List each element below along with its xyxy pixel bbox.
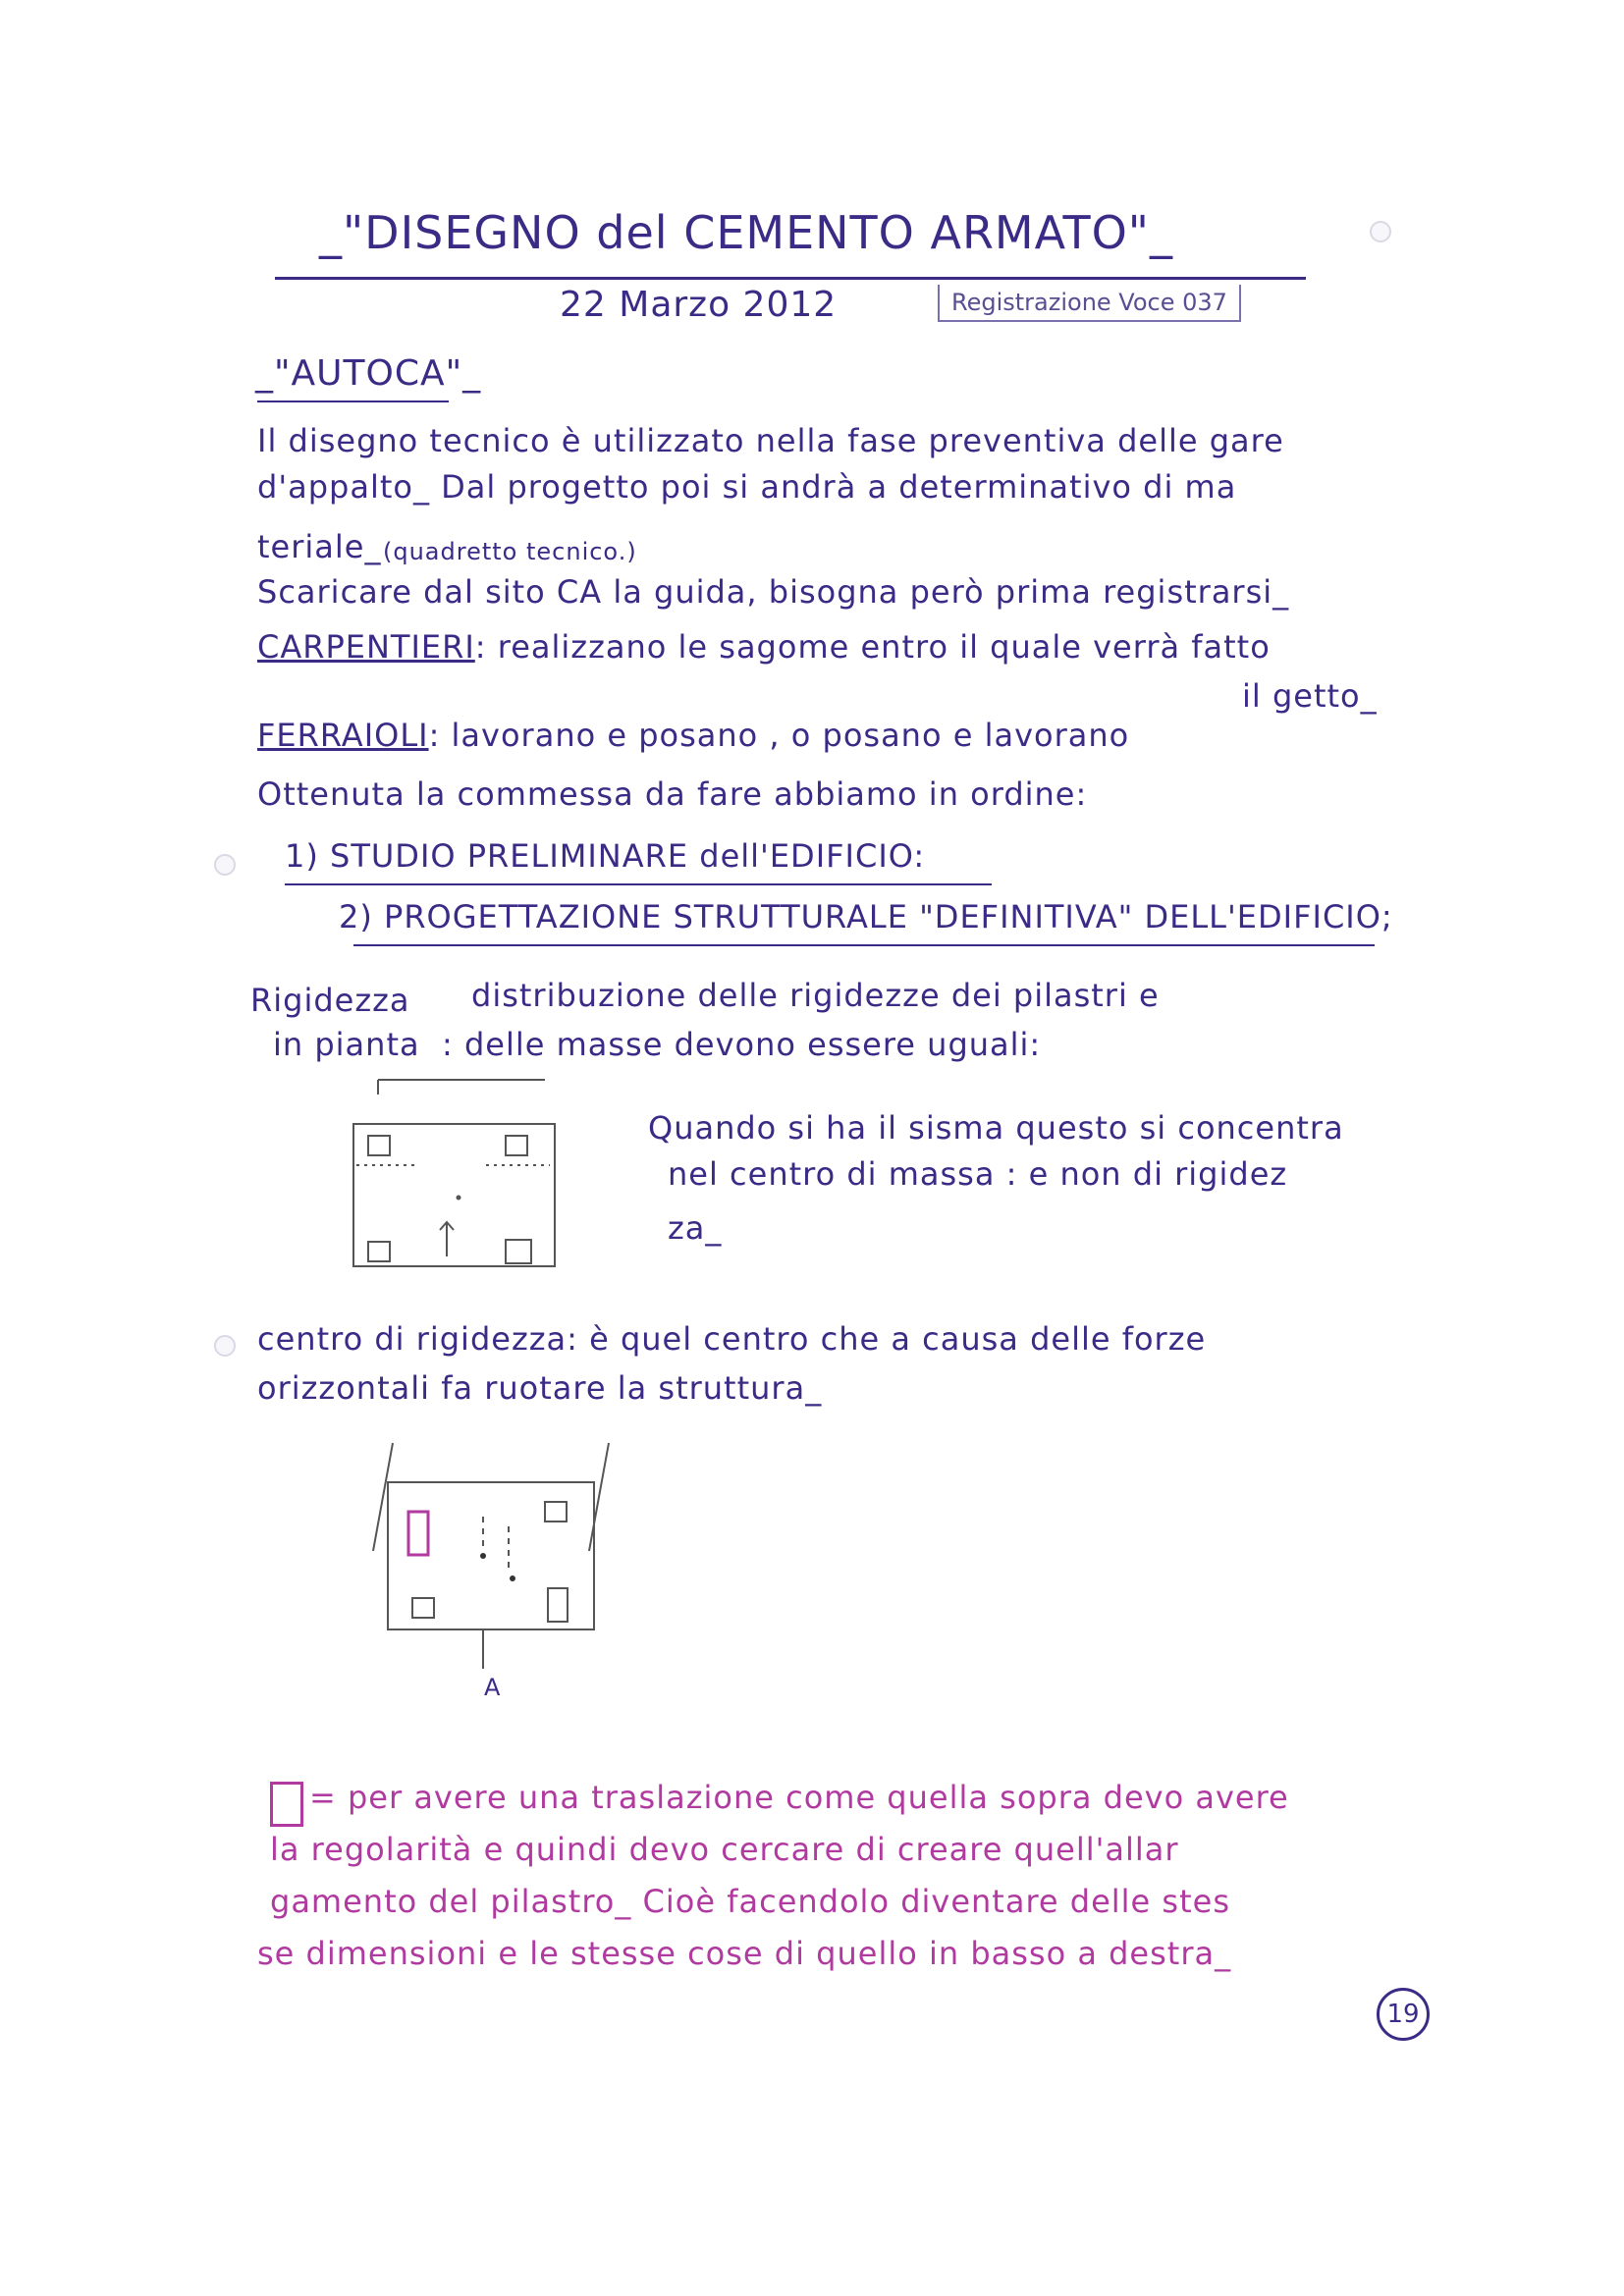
lecture-date: 22 Marzo 2012 <box>560 285 838 325</box>
registration-label: Registrazione Voce 037 <box>951 289 1227 316</box>
margin-note: (quadretto tecnico.) <box>383 538 637 565</box>
paragraph-line: Ottenuta la commessa da fare abbiamo in ordine: <box>257 775 1088 813</box>
list-item-underline <box>353 944 1375 946</box>
page-number: 19 <box>1377 1988 1430 2041</box>
page-title: _"DISEGNO del CEMENTO ARMATO"_ <box>319 206 1173 259</box>
paragraph-line: Scaricare dal sito CA la guida, bisogna però prima registrarsi_ <box>257 573 1290 611</box>
binder-hole <box>1370 221 1391 242</box>
floor-plan-sketch <box>349 1075 574 1271</box>
side-label: Rigidezza <box>250 982 410 1019</box>
definition-line <box>257 717 1129 754</box>
binder-hole <box>214 1335 236 1357</box>
registration-box <box>938 285 1241 322</box>
definition-term: CARPENTIERI <box>257 628 475 666</box>
list-item: 1) STUDIO PRELIMINARE dell'EDIFICIO: <box>285 837 926 875</box>
binder-hole <box>214 854 236 876</box>
definition-text: : realizzano le sagome entro il quale verrà fatto <box>474 628 1271 666</box>
paragraph-line: teriale_ <box>257 528 382 565</box>
paragraph-line: : delle masse devono essere uguali: <box>442 1026 1042 1063</box>
paragraph-line: d'appalto_ Dal progetto poi si andrà a determinativo di ma <box>257 468 1237 506</box>
list-item: 2) PROGETTAZIONE STRUTTURALE "DEFINITIVA" DELL'EDIFICIO; <box>339 898 1393 935</box>
section-heading: _"AUTOCA"_ <box>255 353 482 394</box>
paragraph-line: Il disegno tecnico è utilizzato nella fase preventiva delle gare <box>257 422 1284 459</box>
definition-line <box>257 628 1271 666</box>
side-label: in pianta <box>273 1026 420 1063</box>
pink-note-line: la regolarità e quindi devo cercare di creare quell'allar <box>270 1831 1179 1868</box>
title-underline <box>275 277 1306 280</box>
paragraph-line: centro di rigidezza: è quel centro che a causa delle forze <box>257 1320 1207 1358</box>
list-item-underline <box>285 883 992 885</box>
paragraph-line: za_ <box>668 1209 723 1247</box>
pink-square-icon <box>270 1782 303 1827</box>
pink-note-line: = per avere una traslazione come quella sopra devo avere <box>309 1779 1289 1816</box>
definition-term: FERRAIOLI <box>257 717 429 754</box>
paragraph-line: nel centro di massa : e non di rigidez <box>668 1155 1288 1193</box>
paragraph-line: distribuzione delle rigidezze dei pilastri e <box>471 977 1160 1014</box>
paragraph-line: Quando si ha il sisma questo si concentra <box>648 1109 1344 1147</box>
section-underline <box>257 400 449 402</box>
rigidity-center-sketch <box>363 1423 619 1679</box>
paragraph-line: orizzontali fa ruotare la struttura_ <box>257 1369 823 1407</box>
definition-text: : lavorano e posano , o posano e lavorano <box>428 717 1130 754</box>
sketch-label: A <box>484 1674 502 1701</box>
pink-note-line: se dimensioni e le stesse cose di quello in basso a destra_ <box>257 1935 1232 1972</box>
pink-note-line: gamento del pilastro_ Cioè facendolo diventare delle stes <box>270 1883 1230 1920</box>
definition-continuation: il getto_ <box>1242 677 1378 715</box>
